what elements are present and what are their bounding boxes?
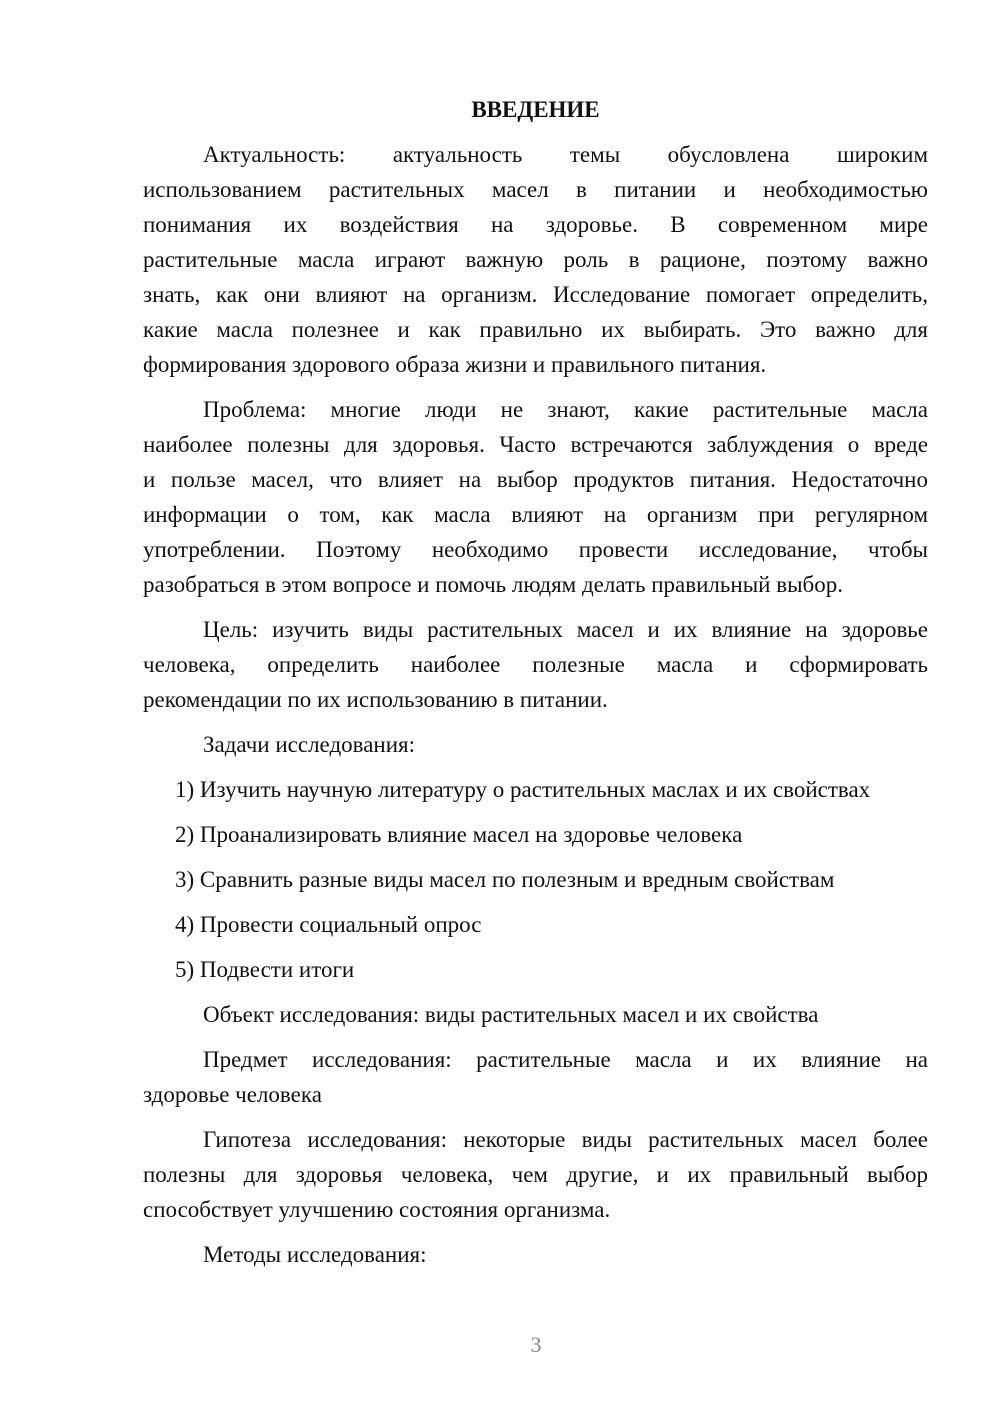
paragraph-line: Объект исследования: виды растительных масел и их свойства bbox=[203, 1002, 819, 1027]
paragraph-line: рекомендации по их использованию в питании. bbox=[143, 687, 608, 712]
page-number: 3 bbox=[530, 1332, 542, 1357]
paragraph-line: употреблении. Поэтому необходимо провести исследование, чтобы bbox=[143, 537, 928, 562]
paragraph-line: понимания их воздействия на здоровье. В современном мире bbox=[143, 212, 928, 237]
paragraph bbox=[143, 1122, 928, 1227]
list-item: 4) Провести социальный опрос bbox=[175, 912, 482, 937]
document-body bbox=[143, 137, 928, 1272]
paragraph-line: человека, определить наиболее полезные масла и сформировать bbox=[143, 652, 928, 677]
paragraph-line: Проблема: многие люди не знают, какие растительные масла bbox=[203, 397, 928, 422]
paragraph-line: наиболее полезны для здоровья. Часто встречаются заблуждения о вреде bbox=[143, 432, 928, 457]
section-title: ВВЕДЕНИЕ bbox=[471, 97, 600, 122]
paragraph-line: здоровье человека bbox=[143, 1082, 322, 1107]
list-item: 2) Проанализировать влияние масел на здоровье человека bbox=[175, 822, 743, 847]
list-item: 5) Подвести итоги bbox=[175, 957, 355, 982]
paragraph-line: способствует улучшению состояния организма. bbox=[143, 1197, 611, 1222]
paragraph bbox=[143, 1237, 928, 1272]
paragraph-line: какие масла полезнее и как правильно их выбирать. Это важно для bbox=[143, 317, 928, 342]
paragraph-line: знать, как они влияют на организм. Исследование помогает определить, bbox=[143, 282, 928, 307]
list-item: 1) Изучить научную литературу о растительных маслах и их свойствах bbox=[175, 777, 871, 802]
paragraph-line: разобраться в этом вопросе и помочь людям делать правильный выбор. bbox=[143, 572, 843, 597]
paragraph-line: Методы исследования: bbox=[203, 1242, 427, 1267]
paragraph-line: и пользе масел, что влияет на выбор продуктов питания. Недостаточно bbox=[143, 467, 928, 492]
paragraph-line: формирования здорового образа жизни и правильного питания. bbox=[143, 352, 767, 377]
paragraph-line: растительные масла играют важную роль в рационе, поэтому важно bbox=[143, 247, 928, 272]
paragraph-line: Гипотеза исследования: некоторые виды растительных масел более bbox=[203, 1127, 928, 1152]
paragraph-line: использованием растительных масел в питании и необходимостью bbox=[143, 177, 928, 202]
document-page bbox=[143, 92, 928, 1272]
paragraph bbox=[143, 1042, 928, 1112]
paragraph bbox=[143, 137, 928, 382]
paragraph bbox=[143, 997, 928, 1032]
paragraph-line: Цель: изучить виды растительных масел и их влияние на здоровье bbox=[203, 617, 928, 642]
paragraph-line: полезны для здоровья человека, чем другие, и их правильный выбор bbox=[143, 1162, 928, 1187]
paragraph-line: Задачи исследования: bbox=[203, 732, 416, 757]
paragraph bbox=[143, 727, 928, 762]
paragraph bbox=[143, 392, 928, 602]
list-item: 3) Сравнить разные виды масел по полезным и вредным свойствам bbox=[175, 867, 835, 892]
paragraph-line: Предмет исследования: растительные масла и их влияние на bbox=[203, 1047, 928, 1072]
paragraph-line: Актуальность: актуальность темы обусловлена широким bbox=[203, 142, 928, 167]
paragraph-line: информации о том, как масла влияют на организм при регулярном bbox=[143, 502, 928, 527]
paragraph bbox=[143, 612, 928, 717]
